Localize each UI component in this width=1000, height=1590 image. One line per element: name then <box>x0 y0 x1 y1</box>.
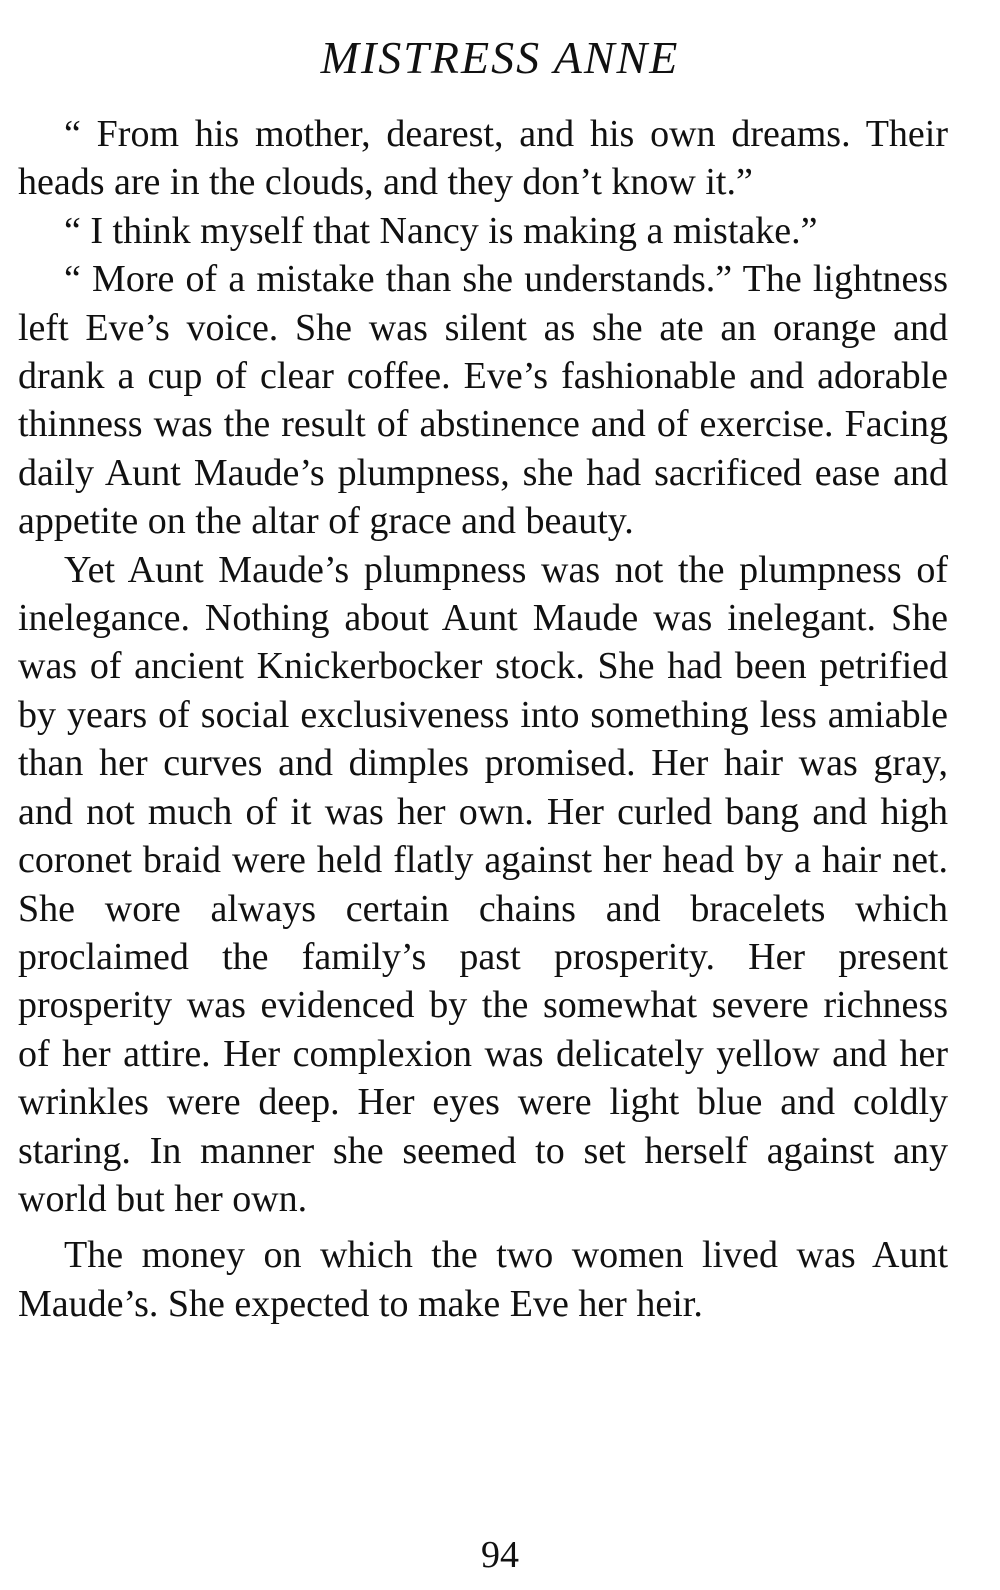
body-text <box>18 110 948 1328</box>
paragraph-money: The money on which the two women lived was Aunt Maude’s. She expected to make Eve her heir. <box>18 1234 948 1325</box>
paragraph-dialogue-1: “ From his mother, dearest, and his own dreams. Their heads are in the clouds, and they don’t know it.” <box>18 113 948 204</box>
paragraph-aunt-maude: Yet Aunt Maude’s plumpness was not the plumpness of inelegance. Nothing about Aunt Maude was inelegant. She was of ancient Knickerbocker stock. She had been petrified by years of social exclusiveness into something less amiable than her curves and dimples promised. Her hair was gray, and not much of it was her own. Her curled bang and high coronet braid were held flatly against her head by a hair net. She wore always certain chains and bracelets which proclaimed the family’s past prosperity. Her present prosperity was evidenced by the somewhat severe richness of her attire. Her complexion was delicately yellow and her wrinkles were deep. Her eyes were light blue and coldly staring. In manner she seemed to set herself against any world but her own. <box>18 548 948 1220</box>
paragraph-dialogue-3: “ More of a mistake than she understands.” The lightness left Eve’s voice. She was silent as she ate an orange and drank a cup of clear coffee. Eve’s fashionable and adorable thinness was the result of abstinence and of exercise. Facing daily Aunt Maude’s plumpness, she had sacrificed ease and appetite on the altar of grace and beauty. <box>18 258 948 543</box>
running-head: MISTRESS ANNE <box>320 32 680 83</box>
paragraph-dialogue-2: “ I think myself that Nancy is making a mistake.” <box>64 209 818 252</box>
page-number: 94 <box>481 1534 519 1576</box>
